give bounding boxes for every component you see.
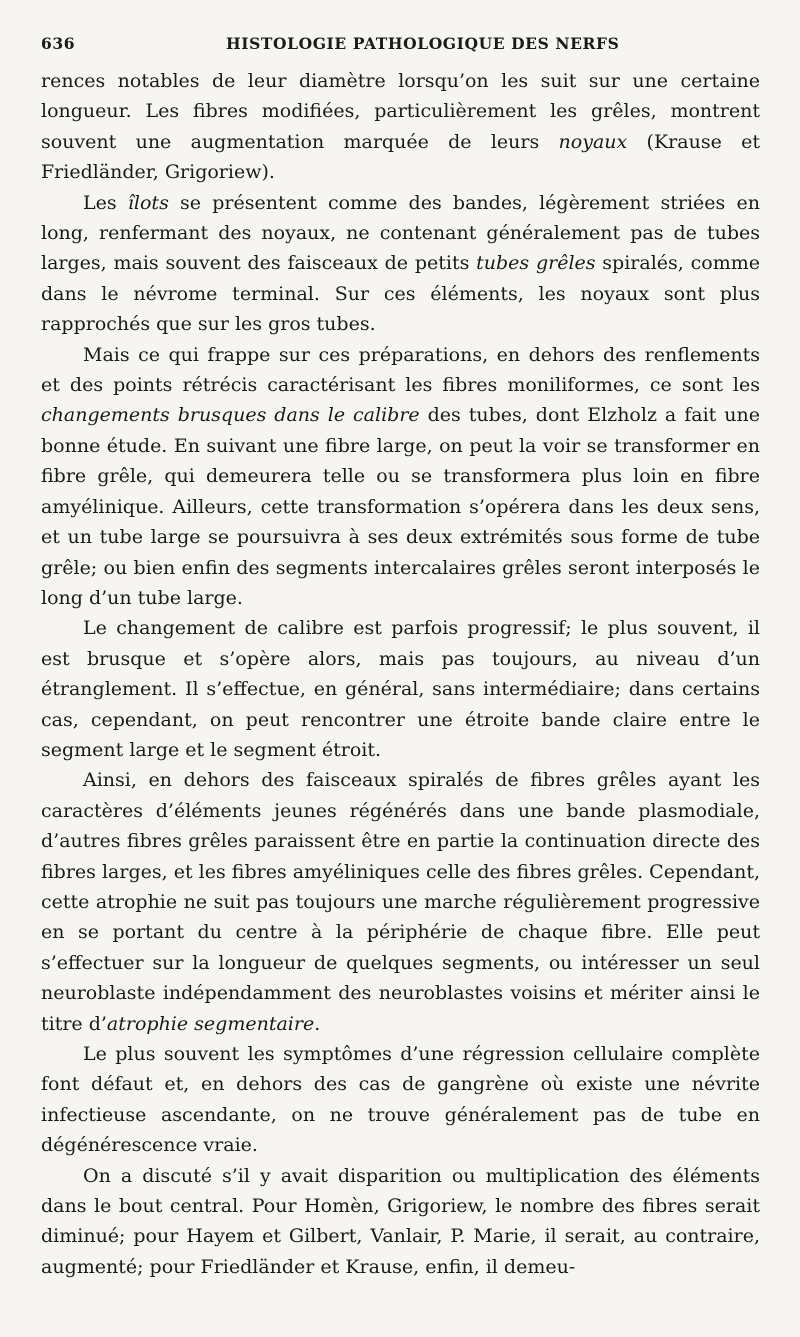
paragraph xyxy=(41,188,760,340)
paragraph xyxy=(41,613,760,765)
italic-text: atrophie segmentaire xyxy=(106,1012,315,1035)
paragraph xyxy=(41,340,760,614)
italic-text: tubes grêles xyxy=(476,252,596,275)
text-run: . xyxy=(314,1012,321,1035)
paragraph xyxy=(41,66,760,188)
paragraph xyxy=(41,1161,760,1283)
text-run: se présentent comme des bandes, légèrement striées en long, renfermant des noyaux, ne contenant généralement pas de tubes larges, mais souvent des faisceaux de petits xyxy=(41,191,760,275)
text-run: Le plus souvent les symptômes d’une régression cellulaire complète font défaut et, en dehors des cas de gangrène où existe une névrite infectieuse ascendante, on ne trouve généralement pas de tube en dégénérescence vraie. xyxy=(41,1043,760,1157)
text-run: On a discuté s’il y avait disparition ou multiplication des éléments dans le bout central. Pour Homèn, Grigoriew, le nombre des fibres serait diminué; pour Hayem et Gilbert, Vanlair, P. Marie, il serait, au contraire, augmenté; pour Friedländer et Krause, enfin, il demeu- xyxy=(41,1164,760,1278)
running-title: HISTOLOGIE PATHOLOGIQUE DES NERFS xyxy=(226,34,620,53)
text-run: Ainsi, en dehors des faisceaux spiralés de fibres grêles ayant les caractères d’éléments jeunes régénérés dans une bande plasmodiale, d’autres fibres grêles paraissent être en partie la continuation directe des fibres larges, et les fibres amyéliniques celle des fibres grêles. Cependant, cette atrophie ne suit pas toujours une marche régulièrement progressive en se portant du centre à la périphérie de chaque fibre. Elle peut s’effectuer sur la longueur de quelques segments, ou intéresser un seul neuroblaste indépendamment des neuroblastes voisins et mériter ainsi le titre d’ xyxy=(41,769,760,1035)
page-header xyxy=(41,30,760,66)
paragraph xyxy=(41,1039,760,1161)
text-run: (Krause et Friedländer, Grigoriew). xyxy=(41,130,760,184)
italic-text: changements brusques dans le calibre xyxy=(41,404,420,427)
text-run: Les xyxy=(83,191,128,214)
body-text xyxy=(41,66,760,1282)
text-run: Le changement de calibre est parfois progressif; le plus souvent, il est brusque et s’opère alors, mais pas toujours, au niveau d’un étranglement. Il s’effectue, en général, sans intermédiaire; dans certains cas, cependant, on peut rencontrer une étroite bande claire entre le segment large et le segment étroit. xyxy=(41,617,760,761)
text-run: Mais ce qui frappe sur ces préparations, en dehors des renflements et des points rétrécis caractérisant les fibres moniliformes, ce sont les xyxy=(41,343,760,397)
text-run: spiralés, comme dans le névrome terminal. Sur ces éléments, les noyaux sont plus rapprochés que sur les gros tubes. xyxy=(41,252,760,336)
text-run: rences notables de leur diamètre lorsqu’on les suit sur une certaine longueur. Les fibres modifiées, particulièrement les grêles, montrent souvent une augmentation marquée de leurs xyxy=(41,70,760,153)
italic-text: noyaux xyxy=(558,130,628,153)
paragraph xyxy=(41,765,760,1039)
page-number: 636 xyxy=(41,34,76,53)
text-run: des tubes, dont Elzholz a fait une bonne étude. En suivant une fibre large, on peut la voir se transformer en fibre grêle, qui demeurera telle ou se transformera plus loin en fibre amyélinique. Ailleurs, cette transformation s’opérera dans les deux sens, et un tube large se poursuivra à ses deux extrémités sous forme de tube grêle; ou bien enfin des segments intercalaires grêles seront interposés le long d’un tube large. xyxy=(41,404,760,609)
italic-text: îlots xyxy=(127,191,169,214)
